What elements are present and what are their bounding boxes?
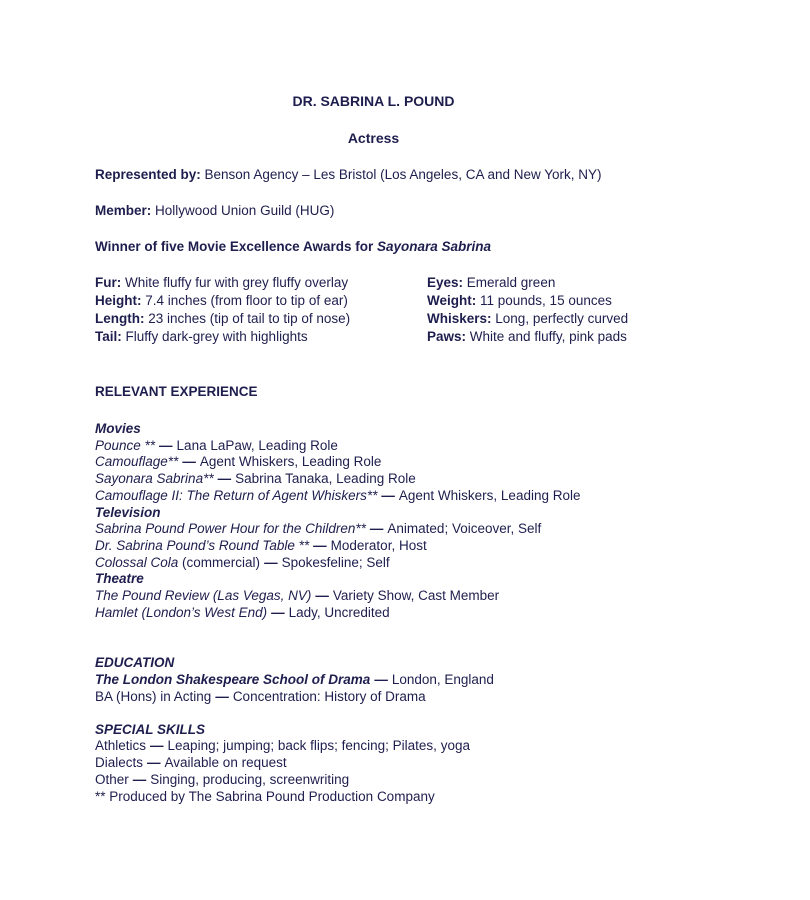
attribute-label: Whiskers: xyxy=(427,311,492,326)
line-label: Represented by: xyxy=(95,167,201,182)
skill-item xyxy=(95,755,652,772)
experience-item xyxy=(95,438,652,455)
skill-label: Athletics xyxy=(95,738,147,754)
attribute-row xyxy=(95,328,652,346)
em-dash: — xyxy=(150,738,164,754)
attribute-cell: Paws: White and fluffy, pink pads xyxy=(427,329,627,344)
school-name: The London Shakespeare School of Drama xyxy=(95,672,371,688)
item-detail: Sabrina Tanaka, Leading Role xyxy=(235,471,416,487)
em-dash: — xyxy=(313,537,327,553)
membership-line: Member: Hollywood Union Guild (HUG) xyxy=(95,203,335,218)
skill-item xyxy=(95,772,652,789)
attribute-label: Fur: xyxy=(95,275,122,290)
attribute-row xyxy=(95,310,652,328)
degree-name: BA (Hons) in Acting xyxy=(95,689,212,705)
experience-item xyxy=(95,454,652,471)
page-title: DR. SABRINA L. POUND xyxy=(292,93,455,109)
experience-item xyxy=(95,488,652,505)
skill-label: Other xyxy=(95,772,129,788)
attribute-label: Weight: xyxy=(427,293,477,308)
item-detail: Agent Whiskers, Leading Role xyxy=(199,454,382,470)
line-label: Member: xyxy=(95,203,152,218)
skills-section xyxy=(95,721,652,805)
experience-item xyxy=(95,471,652,488)
experience-category: Theatre xyxy=(95,571,144,587)
em-dash: — xyxy=(159,437,173,453)
attribute-cell: Length: 23 inches (tip of tail to tip of nose) xyxy=(95,311,351,326)
experience-category: Television xyxy=(95,504,161,520)
attribute-cell: Height: 7.4 inches (from floor to tip of ear) xyxy=(95,293,348,308)
em-dash: — xyxy=(381,487,395,503)
attribute-cell: Eyes: Emerald green xyxy=(427,275,556,290)
item-title: Colossal Cola xyxy=(95,554,179,570)
attribute-cell: Fur: White fluffy fur with grey fluffy overlay xyxy=(95,275,349,290)
school-location: London, England xyxy=(391,672,494,688)
skills-heading: SPECIAL SKILLS xyxy=(95,722,206,738)
em-dash: — xyxy=(271,604,285,620)
item-title: Pounce ** xyxy=(95,437,156,453)
contact-lines xyxy=(95,166,652,219)
em-dash: — xyxy=(182,454,196,470)
experience-list xyxy=(95,421,652,621)
education-section xyxy=(95,654,652,705)
em-dash: — xyxy=(147,755,161,771)
resume-document xyxy=(95,92,652,806)
item-detail: Animated; Voiceover, Self xyxy=(387,521,542,537)
experience-item xyxy=(95,605,652,622)
attributes-table xyxy=(95,274,652,346)
attribute-label: Height: xyxy=(95,293,142,308)
attribute-label: Length: xyxy=(95,311,145,326)
experience-item xyxy=(95,555,652,572)
experience-category: Movies xyxy=(95,421,141,436)
em-dash: — xyxy=(132,772,147,788)
item-title: Camouflage II: The Return of Agent Whiskers** xyxy=(95,487,378,503)
item-detail: Variety Show, Cast Member xyxy=(332,588,500,604)
item-title: Sayonara Sabrina** xyxy=(95,471,214,487)
attribute-cell: Weight: 11 pounds, 15 ounces xyxy=(427,293,612,308)
page-subtitle: Actress xyxy=(347,130,400,146)
degree-detail: Concentration: History of Drama xyxy=(232,689,426,705)
em-dash: — xyxy=(369,521,384,537)
item-title: The Pound Review (Las Vegas, NV) xyxy=(95,588,312,604)
footnote: ** Produced by The Sabrina Pound Production Company xyxy=(95,788,435,804)
skill-item xyxy=(95,738,652,755)
skill-detail: Leaping; jumping; back flips; fencing; Pilates, yoga xyxy=(167,738,470,754)
em-dash: — xyxy=(264,554,278,570)
item-title: Sabrina Pound Power Hour for the Children** xyxy=(95,521,366,537)
attribute-row xyxy=(95,292,652,310)
experience-item xyxy=(95,538,652,555)
skills-list xyxy=(95,738,652,788)
item-detail: Lana LaPaw, Leading Role xyxy=(176,437,338,453)
attribute-cell: Whiskers: Long, perfectly curved xyxy=(427,311,629,326)
item-title: Hamlet (London’s West End) xyxy=(95,604,268,620)
em-dash: — xyxy=(315,588,329,604)
experience-heading: RELEVANT EXPERIENCE xyxy=(95,384,258,399)
award-line xyxy=(95,238,652,255)
skill-label: Dialects xyxy=(95,755,144,771)
education-degree-line xyxy=(95,688,652,705)
attribute-cell: Tail: Fluffy dark-grey with highlights xyxy=(95,329,308,344)
em-dash: — xyxy=(217,471,232,487)
education-school-line xyxy=(95,671,652,688)
skill-detail: Singing, producing, screenwriting xyxy=(150,772,350,788)
attribute-row xyxy=(95,274,652,292)
skill-detail: Available on request xyxy=(164,755,287,771)
item-detail: Lady, Uncredited xyxy=(288,604,390,620)
representation-line: Represented by: Benson Agency – Les Bristol (Los Angeles, CA and New York, NY) xyxy=(95,167,602,182)
item-detail: Spokesfeline; Self xyxy=(281,554,390,570)
attribute-label: Eyes: xyxy=(427,275,464,290)
experience-item xyxy=(95,521,652,538)
item-title: Camouflage** xyxy=(95,454,179,470)
award-text: Winner of five Movie Excellence Awards for xyxy=(95,239,377,254)
item-detail: Moderator, Host xyxy=(330,537,427,553)
item-detail: Agent Whiskers, Leading Role xyxy=(398,487,581,503)
education-heading: EDUCATION xyxy=(95,655,175,671)
em-dash: — xyxy=(374,672,388,688)
em-dash: — xyxy=(215,689,229,705)
attribute-label: Tail: xyxy=(95,329,122,344)
award-movie-title: Sayonara Sabrina xyxy=(376,239,492,254)
item-title: Dr. Sabrina Pound’s Round Table ** xyxy=(95,537,310,553)
item-title-suffix: (commercial) xyxy=(178,554,261,570)
attribute-label: Paws: xyxy=(427,329,467,344)
experience-item xyxy=(95,588,652,605)
